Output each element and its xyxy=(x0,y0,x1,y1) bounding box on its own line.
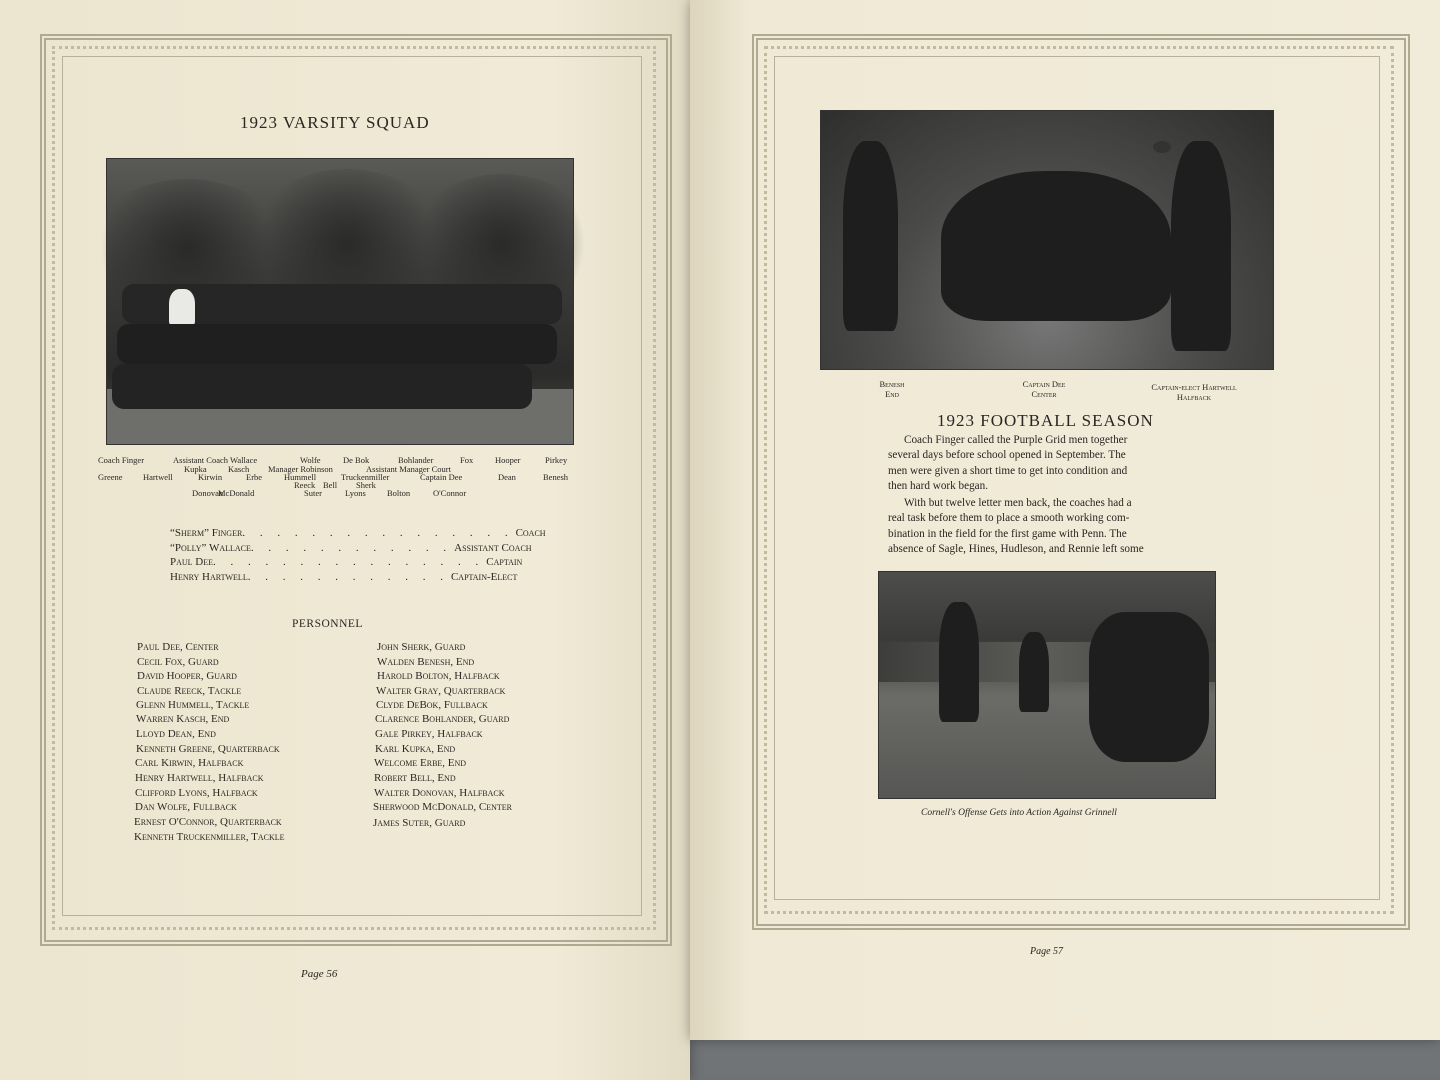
caption-name: Bolton xyxy=(387,488,411,498)
caption-name: Pirkey xyxy=(545,455,568,465)
caption-name: McDonald xyxy=(218,488,255,498)
staff-name: “Sherm” Finger xyxy=(170,527,243,539)
personnel-entry: Gale Pirkey, Halfback xyxy=(375,728,483,740)
caption-name: Truckenmiller xyxy=(341,472,390,482)
paragraph-line: then hard work began. xyxy=(888,480,989,493)
staff-name: “Polly” Wallace xyxy=(170,542,251,554)
personnel-entry: Lloyd Dean, End xyxy=(136,728,216,740)
personnel-entry: Welcome Erbe, End xyxy=(374,757,467,769)
caption-name: Assistant Manager Court xyxy=(366,464,451,474)
personnel-entry: Karl Kupka, End xyxy=(375,743,456,755)
dot-leader: . . . . . . . . . . . . . . . . xyxy=(242,527,514,539)
personnel-entry: Cecil Fox, Guard xyxy=(137,656,219,668)
caption-name: Captain-elect Hartwell xyxy=(1151,382,1237,392)
staff-role: Captain xyxy=(486,556,523,568)
varsity-squad-photo xyxy=(106,158,574,445)
caption-name: Bell xyxy=(323,480,338,490)
personnel-entry: Clifford Lyons, Halfback xyxy=(135,787,258,799)
paragraph-line: men were given a short time to get into condition and xyxy=(888,464,1128,477)
staff-row xyxy=(170,542,532,554)
paragraph-line: real task before them to place a smooth working com- xyxy=(888,512,1130,525)
paragraph-line: several days before school opened in September. The xyxy=(888,449,1126,462)
varsity-squad-title: 1923 VARSITY SQUAD xyxy=(240,113,430,132)
staff-row xyxy=(170,556,523,568)
personnel-entry: Walden Benesh, End xyxy=(377,656,475,668)
player-pileup xyxy=(1089,612,1209,762)
personnel-entry: Walter Donovan, Halfback xyxy=(374,787,505,799)
caption-name: Hooper xyxy=(495,455,521,465)
personnel-entry: Carl Kirwin, Halfback xyxy=(135,757,244,769)
personnel-entry: John Sherk, Guard xyxy=(377,641,466,653)
staff-row xyxy=(170,527,546,539)
page-number: Page 57 xyxy=(1030,946,1064,957)
player-hartwell xyxy=(1171,141,1231,351)
personnel-entry: Dan Wolfe, Fullback xyxy=(135,801,237,813)
photo-caption-hartwell xyxy=(1137,382,1251,402)
personnel-entry: Ernest O'Connor, Quarterback xyxy=(134,816,282,828)
staff-role: Captain-Elect xyxy=(450,571,518,583)
personnel-heading: PERSONNEL xyxy=(292,618,363,630)
caption-name: Benesh xyxy=(879,379,905,389)
three-players-photo xyxy=(820,110,1274,370)
caption-name: Reeck xyxy=(294,480,316,490)
caption-name: Hummell xyxy=(284,472,317,482)
staff-role: Coach xyxy=(515,527,546,539)
caption-name: Greene xyxy=(98,472,123,482)
staff-row xyxy=(170,571,518,583)
paragraph-line: With but twelve letter men back, the coaches had a xyxy=(904,497,1132,509)
caption-role: Halfback xyxy=(1176,392,1212,402)
middle-row-players xyxy=(117,324,557,364)
paragraph-line: absence of Sagle, Hines, Hudleson, and Rennie left some xyxy=(888,543,1144,556)
caption-name: Captain Dee xyxy=(1022,379,1066,389)
caption-name: Manager Robinson xyxy=(268,464,333,474)
caption-name: Donovan xyxy=(192,488,224,498)
personnel-entry: Glenn Hummell, Tackle xyxy=(136,699,250,711)
personnel-entry: Kenneth Truckenmiller, Tackle xyxy=(134,831,285,843)
caption-name: Wolfe xyxy=(300,455,321,465)
personnel-entry: Paul Dee, Center xyxy=(137,641,219,653)
paragraph-line: bination in the field for the first game with Penn. The xyxy=(888,527,1127,540)
caption-name: O'Connor xyxy=(433,488,467,498)
player-captain-dee xyxy=(941,171,1171,321)
dot-leader: . . . . . . . . . . . . . . . . xyxy=(213,556,485,568)
personnel-entry: David Hooper, Guard xyxy=(137,670,237,682)
paragraph-line: Coach Finger called the Purple Grid men together xyxy=(904,434,1128,446)
dot-leader: . . . . . . . . . . . . xyxy=(250,542,453,554)
personnel-entry: Robert Bell, End xyxy=(374,772,456,784)
caption-name: Captain Dee xyxy=(420,472,463,482)
caption-name: Bohlander xyxy=(398,455,434,465)
personnel-entry: Clyde DeBok, Fullback xyxy=(376,699,488,711)
season-paragraph-1 xyxy=(888,433,1196,495)
personnel-entry: Harold Bolton, Halfback xyxy=(377,670,500,682)
page-number: Page 56 xyxy=(301,968,338,980)
caption-name: Kasch xyxy=(228,464,250,474)
caption-name: Sherk xyxy=(356,480,376,490)
caption-name: Fox xyxy=(460,455,474,465)
caption-name: Dean xyxy=(498,472,516,482)
player-white-sweater xyxy=(169,289,195,325)
personnel-entry: Sherwood McDonald, Center xyxy=(373,801,512,813)
personnel-entry: Claude Reeck, Tackle xyxy=(137,685,242,697)
personnel-entry: Warren Kasch, End xyxy=(136,713,230,725)
caption-name: Hartwell xyxy=(143,472,173,482)
staff-name: Paul Dee xyxy=(170,556,214,568)
action-photo xyxy=(878,571,1216,799)
football-season-title: 1923 FOOTBALL SEASON xyxy=(937,411,1154,430)
season-paragraph-2 xyxy=(888,496,1196,558)
personnel-entry: Walter Gray, Quarterback xyxy=(376,685,506,697)
caption-name: De Bok xyxy=(343,455,370,465)
staff-name: Henry Hartwell xyxy=(170,571,248,583)
caption-role: End xyxy=(885,389,899,399)
caption-name: Assistant Coach Wallace xyxy=(173,455,258,465)
caption-name: Benesh xyxy=(543,472,569,482)
caption-name: Suter xyxy=(304,488,322,498)
front-row-players xyxy=(112,364,532,409)
caption-name: Lyons xyxy=(345,488,366,498)
photo-caption-benesh xyxy=(876,379,908,399)
personnel-entry: Henry Hartwell, Halfback xyxy=(135,772,264,784)
caption-name: Erbe xyxy=(246,472,263,482)
dot-leader: . . . . . . . . . . . . xyxy=(247,571,449,583)
caption-name: Coach Finger xyxy=(98,455,145,465)
player-benesh xyxy=(843,141,898,331)
caption-name: Kirwin xyxy=(198,472,223,482)
personnel-entry: Clarence Bohlander, Guard xyxy=(375,713,510,725)
personnel-entry: Kenneth Greene, Quarterback xyxy=(136,743,280,755)
caption-name: Kupka xyxy=(184,464,207,474)
action-photo-caption: Cornell's Offense Gets into Action Against Grinnell xyxy=(921,808,1117,818)
staff-role: Assistant Coach xyxy=(454,542,532,554)
personnel-entry: James Suter, Guard xyxy=(373,817,466,829)
photo-caption-dee xyxy=(1013,379,1075,399)
football-shape xyxy=(1153,141,1171,153)
ball-carrier xyxy=(939,602,979,722)
caption-role: Center xyxy=(1031,389,1057,399)
player-running xyxy=(1019,632,1049,712)
